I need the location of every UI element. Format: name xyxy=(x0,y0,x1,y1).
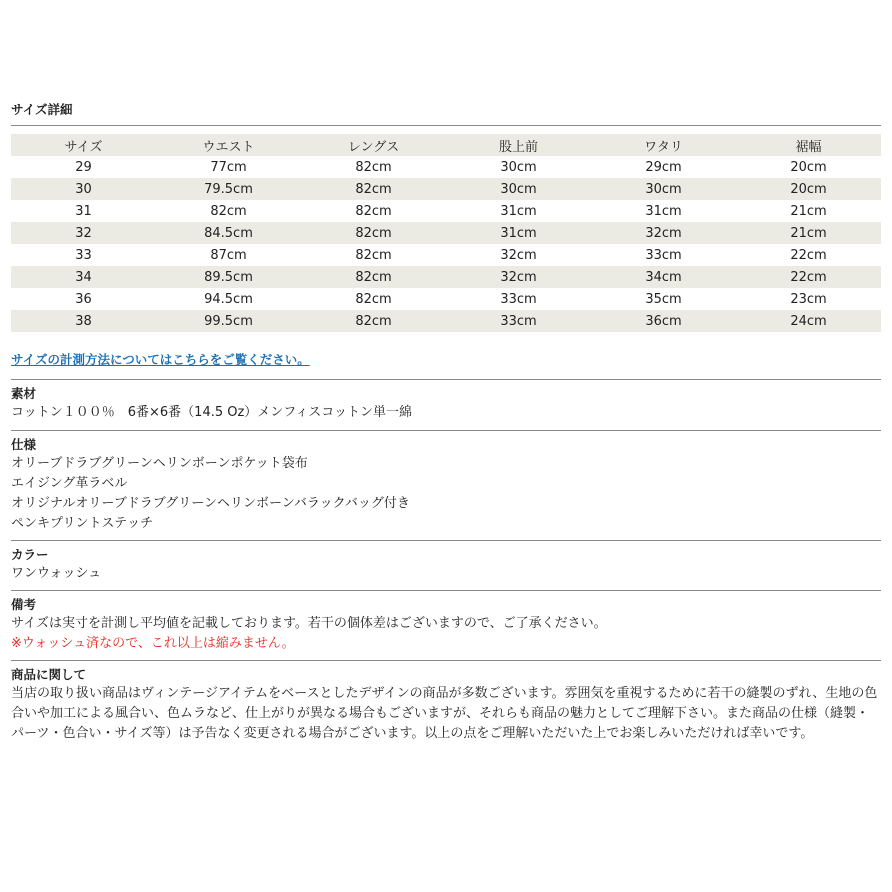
table-cell: 79.5cm xyxy=(156,178,301,200)
color-section xyxy=(11,546,881,584)
wash-warning: ※ウォッシュ済なので、これ以上は縮みません。 xyxy=(11,636,295,651)
table-cell: 20cm xyxy=(736,178,881,200)
table-row xyxy=(11,178,881,200)
table-cell: 34 xyxy=(11,266,156,288)
material-title: 素材 xyxy=(11,386,37,401)
table-cell: 33cm xyxy=(500,291,537,307)
size-table xyxy=(11,134,881,332)
table-row xyxy=(11,222,881,244)
table-cell: 82cm xyxy=(355,247,392,263)
table-cell: 82cm xyxy=(355,203,392,219)
column-header: ワタリ xyxy=(591,134,736,156)
table-cell: 22cm xyxy=(736,266,881,288)
about-section xyxy=(11,666,881,744)
column-header: ウエスト xyxy=(156,134,301,156)
table-cell: 32cm xyxy=(446,266,591,288)
table-cell: 31 xyxy=(75,203,92,219)
column-header: 股上前 xyxy=(446,134,591,156)
table-cell: 31cm xyxy=(446,222,591,244)
size-detail-title: サイズ詳細 xyxy=(11,102,73,117)
table-cell: 32 xyxy=(11,222,156,244)
table-cell: 82cm xyxy=(301,266,446,288)
table-row xyxy=(11,310,881,332)
table-cell: 82cm xyxy=(301,178,446,200)
color-title: カラー xyxy=(11,547,49,562)
table-cell: 30cm xyxy=(591,178,736,200)
color-text: ワンウォッシュ xyxy=(11,566,102,581)
table-cell: 21cm xyxy=(736,222,881,244)
spec-line: オリーブドラブグリーンヘリンボーンポケット袋布 xyxy=(11,456,308,471)
table-cell: 29 xyxy=(75,159,92,175)
table-cell: 30 xyxy=(11,178,156,200)
table-cell: 33cm xyxy=(446,310,591,332)
table-cell: 31cm xyxy=(500,203,537,219)
table-cell: 34cm xyxy=(591,266,736,288)
table-cell: 36 xyxy=(75,291,92,307)
table-cell: 23cm xyxy=(790,291,827,307)
table-cell: 82cm xyxy=(210,203,247,219)
table-cell: 82cm xyxy=(355,159,392,175)
table-cell: 77cm xyxy=(210,159,247,175)
product-detail xyxy=(11,101,881,744)
divider xyxy=(11,590,881,591)
spec-line: エイジング革ラベル xyxy=(11,476,128,491)
notes-text: サイズは実寸を計測し平均値を記載しております。若干の個体差はございますので、ご了承ください。 xyxy=(11,616,607,631)
column-header: 裾幅 xyxy=(736,134,881,156)
table-cell: 33cm xyxy=(645,247,682,263)
column-header: サイズ xyxy=(11,134,156,156)
table-cell: 33 xyxy=(75,247,92,263)
table-row xyxy=(11,156,881,178)
divider xyxy=(11,125,881,126)
table-row xyxy=(11,266,881,288)
spec-title: 仕様 xyxy=(11,437,37,452)
table-cell: 99.5cm xyxy=(156,310,301,332)
table-cell: 31cm xyxy=(645,203,682,219)
table-header-row xyxy=(11,134,881,156)
table-cell: 94.5cm xyxy=(204,291,253,307)
table-cell: 30cm xyxy=(446,178,591,200)
spec-section xyxy=(11,436,881,534)
table-cell: 21cm xyxy=(790,203,827,219)
table-cell: 36cm xyxy=(591,310,736,332)
table-cell: 32cm xyxy=(591,222,736,244)
table-cell: 22cm xyxy=(790,247,827,263)
spec-line: オリジナルオリーブドラブグリーンヘリンボーンバラックバッグ付き xyxy=(11,496,410,511)
table-cell: 35cm xyxy=(645,291,682,307)
table-cell: 32cm xyxy=(500,247,537,263)
table-cell: 89.5cm xyxy=(156,266,301,288)
divider xyxy=(11,660,881,661)
table-cell: 24cm xyxy=(736,310,881,332)
spec-line: ペンキプリントステッチ xyxy=(11,516,154,531)
about-title: 商品に関して xyxy=(11,667,87,682)
table-cell: 87cm xyxy=(210,247,247,263)
material-text: コットン１００％ 6番×6番（14.5 Oz）メンフィスコットン単一綿 xyxy=(11,405,413,420)
table-row xyxy=(11,288,881,310)
divider xyxy=(11,540,881,541)
table-row xyxy=(11,244,881,266)
column-header: レングス xyxy=(301,134,446,156)
notes-section xyxy=(11,596,881,654)
table-cell: 38 xyxy=(11,310,156,332)
material-section xyxy=(11,385,881,423)
divider xyxy=(11,430,881,431)
table-cell: 30cm xyxy=(500,159,537,175)
size-measure-link[interactable]: サイズの計測方法についてはこちらをご覧ください。 xyxy=(11,352,310,367)
table-cell: 82cm xyxy=(301,222,446,244)
table-cell: 84.5cm xyxy=(156,222,301,244)
notes-title: 備考 xyxy=(11,597,37,612)
table-cell: 82cm xyxy=(301,310,446,332)
table-cell: 20cm xyxy=(790,159,827,175)
table-row xyxy=(11,200,881,222)
table-cell: 29cm xyxy=(645,159,682,175)
divider xyxy=(11,379,881,380)
table-cell: 82cm xyxy=(355,291,392,307)
about-text: 当店の取り扱い商品はヴィンテージアイテムをベースとしたデザインの商品が多数ございます。雰囲気を重視するために若干の縫製のずれ、生地の色合いや加工による風合い、色ムラなど、仕上がりが異なる場合もございますが、それらも商品の魅力としてご理解下さい。また商品の仕様（縫製・パーツ・色合い・サイズ等）は予告なく変更される場合がございます。以上の点をご理解いただいた上でお楽しみいただければ幸いです。 xyxy=(11,686,878,741)
